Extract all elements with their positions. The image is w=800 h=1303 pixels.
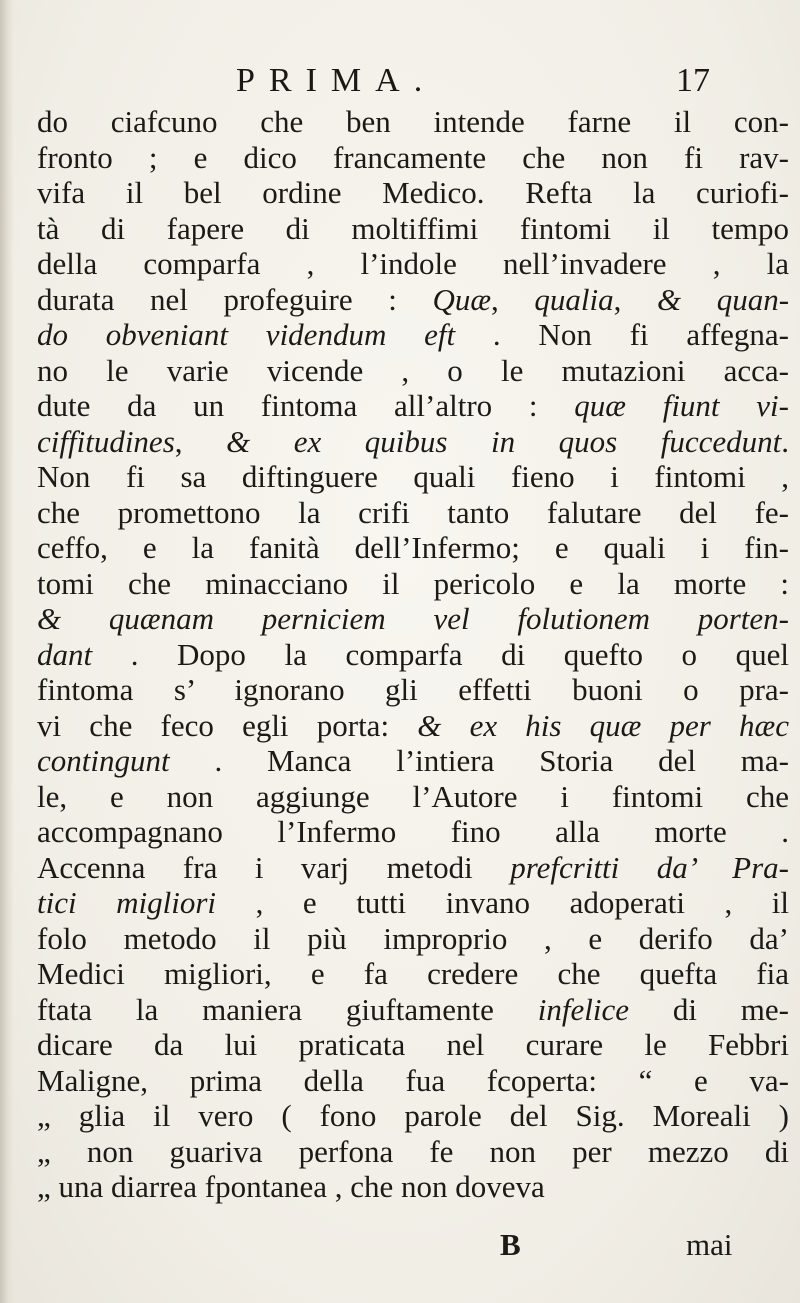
text-segment: che promettono la crifi tanto falutare del fe- bbox=[37, 494, 789, 530]
italic-text: contingunt bbox=[37, 743, 170, 778]
italic-text: do obveniant videndum eft bbox=[37, 317, 456, 352]
text-segment: tomi che minacciano il pericolo e la morte : bbox=[37, 565, 789, 601]
text-line bbox=[37, 424, 789, 460]
text-segment: , bbox=[491, 281, 535, 317]
italic-text: Quæ bbox=[432, 281, 492, 317]
text-line bbox=[37, 992, 789, 1028]
text-segment: Medici migliori, e fa credere che quefta fia bbox=[37, 956, 789, 991]
text-line bbox=[37, 743, 789, 779]
text-line bbox=[37, 530, 789, 566]
text-line bbox=[37, 708, 789, 744]
text-segment: Non fi sa diftinguere quali fieno i fintomi , bbox=[37, 459, 789, 494]
page-header bbox=[0, 62, 800, 106]
text-line bbox=[37, 140, 789, 176]
text-segment: accompagnano l’Infermo fino alla morte . bbox=[37, 814, 789, 849]
text-segment: dicare da lui praticata nel curare le Febbri bbox=[37, 1027, 789, 1062]
italic-text: & quænam perniciem vel folutionem porten- bbox=[37, 601, 789, 636]
text-line bbox=[37, 317, 789, 353]
text-line bbox=[37, 1134, 789, 1170]
italic-text: & ex his quæ per hæc bbox=[417, 707, 789, 743]
text-line bbox=[37, 885, 789, 921]
text-segment: „ glia il vero ( fono parole del Sig. Moreali ) bbox=[37, 1098, 789, 1133]
text-line bbox=[37, 388, 789, 424]
text-line bbox=[37, 672, 789, 708]
text-line bbox=[37, 814, 789, 850]
italic-text: qualia bbox=[534, 281, 614, 317]
text-segment: di me- bbox=[628, 991, 789, 1027]
body-text bbox=[37, 104, 789, 1205]
text-segment: vi che feco egli porta: bbox=[37, 707, 418, 743]
text-line bbox=[37, 459, 789, 495]
text-line bbox=[37, 921, 789, 957]
italic-text: & quan- bbox=[656, 281, 789, 317]
text-line bbox=[37, 1098, 789, 1134]
text-segment: vifa il bel ordine Medico. Refta la curiofi- bbox=[37, 175, 789, 210]
text-line bbox=[37, 601, 789, 637]
italic-text: prefcritti da’ Pra- bbox=[510, 849, 789, 885]
text-line bbox=[37, 353, 789, 389]
text-segment: . Dopo la comparfa di quefto o quel bbox=[92, 636, 789, 672]
text-segment: Maligne, prima della fua fcoperta: “ e va- bbox=[37, 1062, 789, 1098]
text-segment: , e tutti invano adoperati , il bbox=[216, 885, 789, 920]
text-segment: ceffo, e la fanità dell’Infermo; e quali i fin- bbox=[37, 530, 789, 565]
text-segment: tà di fapere di moltiffimi fintomi il tempo bbox=[37, 210, 789, 246]
text-segment: le, e non aggiunge l’Autore i fintomi che bbox=[37, 778, 789, 814]
text-line bbox=[37, 282, 789, 318]
italic-text: dant bbox=[37, 636, 93, 672]
text-line bbox=[37, 1169, 789, 1205]
text-segment: „ una diarrea fpontanea , che non doveva bbox=[37, 1169, 545, 1204]
text-line bbox=[37, 211, 789, 247]
text-line bbox=[37, 1063, 789, 1099]
page-number: 17 bbox=[676, 62, 710, 99]
italic-text: quæ fiunt vi- bbox=[574, 388, 789, 423]
text-segment: fintoma s’ ignorano gli effetti buoni o pra- bbox=[37, 672, 789, 707]
text-segment: , bbox=[174, 423, 227, 459]
text-segment: Accenna fra i varj metodi bbox=[37, 849, 511, 885]
text-line bbox=[37, 637, 789, 673]
text-segment: no le varie vicende , o le mutazioni acca- bbox=[37, 352, 789, 388]
catchword: mai bbox=[686, 1227, 733, 1262]
text-segment: della comparfa , l’indole nell’invadere , la bbox=[37, 246, 789, 281]
text-line bbox=[37, 1027, 789, 1063]
text-line bbox=[37, 246, 789, 282]
italic-text: infelice bbox=[537, 991, 629, 1027]
text-line bbox=[37, 850, 789, 886]
text-segment: folo metodo il più improprio , e derifo da’ bbox=[37, 920, 789, 956]
text-segment: fronto ; e dico francamente che non fi rav- bbox=[37, 139, 789, 175]
running-head: PRIMA. bbox=[236, 62, 437, 99]
text-segment: durata nel profeguire : bbox=[37, 281, 433, 317]
page-footer bbox=[0, 1227, 800, 1263]
italic-text: ciffitudines bbox=[37, 423, 175, 459]
text-segment: , bbox=[613, 281, 657, 317]
text-line bbox=[37, 104, 789, 140]
text-segment: do ciafcuno che ben intende farne il con- bbox=[37, 104, 789, 139]
text-line bbox=[37, 495, 789, 531]
text-line bbox=[37, 779, 789, 815]
text-segment: dute da un fintoma all’altro : bbox=[37, 388, 575, 423]
signature-mark: B bbox=[500, 1227, 521, 1262]
italic-text: & ex quibus in quos fuccedunt bbox=[226, 423, 782, 459]
text-line bbox=[37, 566, 789, 602]
text-segment: . Non fi affegna- bbox=[455, 317, 789, 352]
text-segment: . bbox=[781, 423, 789, 459]
text-line bbox=[37, 175, 789, 211]
italic-text: tici migliori bbox=[37, 885, 217, 920]
binding-edge bbox=[0, 0, 14, 1303]
text-line bbox=[37, 956, 789, 992]
text-segment: „ non guariva perfona fe non per mezzo di bbox=[37, 1133, 789, 1169]
text-segment: ftata la maniera giuftamente bbox=[37, 991, 538, 1027]
text-segment: . Manca l’intiera Storia del ma- bbox=[169, 743, 789, 778]
